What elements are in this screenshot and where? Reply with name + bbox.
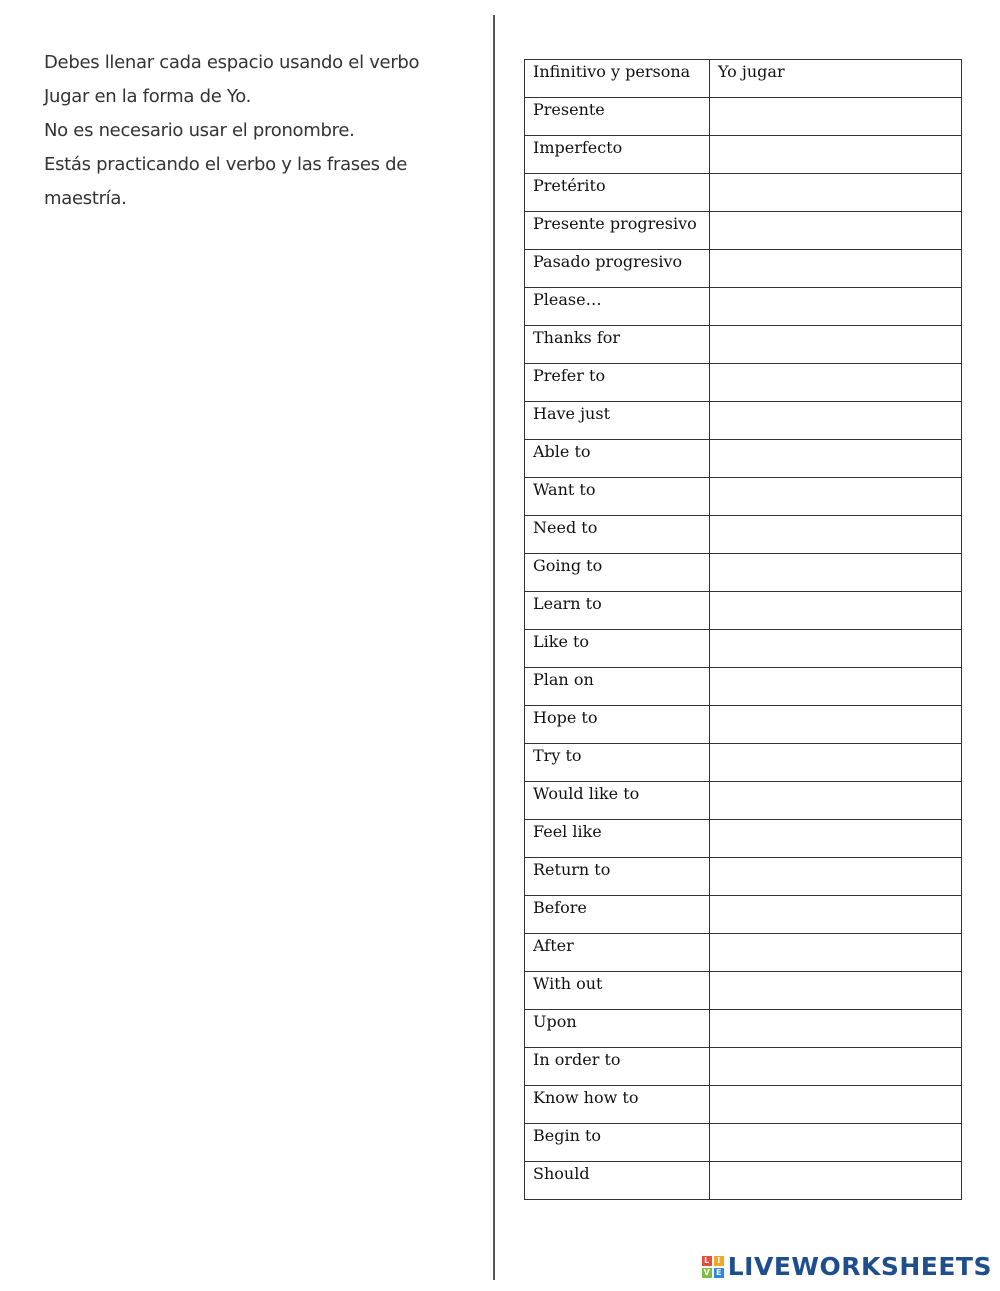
answer-cell[interactable] — [710, 592, 962, 630]
row-label: Please… — [525, 288, 710, 326]
page-divider — [493, 15, 495, 1280]
instruction-line: Jugar en la forma de Yo. — [44, 86, 252, 107]
answer-cell[interactable] — [710, 478, 962, 516]
answer-cell[interactable] — [710, 1048, 962, 1086]
row-label: Like to — [525, 630, 710, 668]
row-label: With out — [525, 972, 710, 1010]
answer-cell[interactable] — [710, 402, 962, 440]
row-label: Able to — [525, 440, 710, 478]
answer-cell[interactable] — [710, 934, 962, 972]
logo-square: L — [702, 1256, 712, 1266]
row-label: Have just — [525, 402, 710, 440]
table-row — [525, 896, 962, 934]
instructions — [44, 46, 424, 216]
answer-cell[interactable] — [710, 744, 962, 782]
answer-cell[interactable] — [710, 706, 962, 744]
answer-cell[interactable] — [710, 440, 962, 478]
row-label: Going to — [525, 554, 710, 592]
table-row — [525, 858, 962, 896]
logo-square: I — [714, 1256, 724, 1266]
table-row — [525, 364, 962, 402]
row-label: Learn to — [525, 592, 710, 630]
answer-cell[interactable] — [710, 326, 962, 364]
answer-cell[interactable] — [710, 98, 962, 136]
instruction-line: No es necesario usar el pronombre. — [44, 120, 355, 141]
table-row — [525, 250, 962, 288]
row-label: Before — [525, 896, 710, 934]
table-row — [525, 744, 962, 782]
row-label: Upon — [525, 1010, 710, 1048]
answer-cell[interactable] — [710, 1124, 962, 1162]
table-row — [525, 592, 962, 630]
row-label: Imperfecto — [525, 136, 710, 174]
row-label: Should — [525, 1162, 710, 1200]
table-row — [525, 174, 962, 212]
answer-cell[interactable] — [710, 212, 962, 250]
brand-text: LIVEWORKSHEETS — [727, 1252, 992, 1281]
answer-cell[interactable] — [710, 364, 962, 402]
row-label: Feel like — [525, 820, 710, 858]
instruction-line: Estás practicando el verbo y las frases de — [44, 154, 408, 175]
row-label: Presente — [525, 98, 710, 136]
answer-cell[interactable] — [710, 858, 962, 896]
row-label: Pretérito — [525, 174, 710, 212]
table-row — [525, 782, 962, 820]
answer-cell[interactable] — [710, 630, 962, 668]
header-infinitive: Infinitivo y persona — [525, 60, 710, 98]
answer-cell[interactable] — [710, 668, 962, 706]
table-row — [525, 668, 962, 706]
table-row — [525, 972, 962, 1010]
instruction-line: Debes llenar cada espacio usando el verbo — [44, 52, 420, 73]
header-yo-jugar: Yo jugar — [710, 60, 962, 98]
answer-cell[interactable] — [710, 896, 962, 934]
row-label: After — [525, 934, 710, 972]
answer-cell[interactable] — [710, 250, 962, 288]
table-row — [525, 98, 962, 136]
logo-square: V — [703, 1267, 710, 1277]
answer-cell[interactable] — [710, 1010, 962, 1048]
row-label: Presente progresivo — [525, 212, 710, 250]
table-row — [525, 1048, 962, 1086]
row-label: In order to — [525, 1048, 710, 1086]
table-row — [525, 402, 962, 440]
answer-cell[interactable] — [710, 972, 962, 1010]
table-row — [525, 478, 962, 516]
instruction-line: maestría. — [44, 188, 127, 209]
answer-cell[interactable] — [710, 1162, 962, 1200]
row-label: Thanks for — [525, 326, 710, 364]
table-row — [525, 820, 962, 858]
table-row — [525, 1086, 962, 1124]
logo-square: E — [714, 1268, 724, 1278]
answer-cell[interactable] — [710, 516, 962, 554]
answer-cell[interactable] — [710, 820, 962, 858]
answer-cell[interactable] — [710, 782, 962, 820]
answer-cell[interactable] — [710, 288, 962, 326]
table-row — [525, 288, 962, 326]
table-header-row — [525, 60, 962, 98]
row-label: Would like to — [525, 782, 710, 820]
row-label: Try to — [525, 744, 710, 782]
table-row — [525, 516, 962, 554]
verb-table — [524, 59, 962, 1200]
table-row — [525, 630, 962, 668]
answer-cell[interactable] — [710, 136, 962, 174]
table-row — [525, 1124, 962, 1162]
table-row — [525, 326, 962, 364]
table-row — [525, 934, 962, 972]
row-label: Need to — [525, 516, 710, 554]
table-row — [525, 440, 962, 478]
answer-cell[interactable] — [710, 1086, 962, 1124]
table-row — [525, 554, 962, 592]
row-label: Want to — [525, 478, 710, 516]
table-row — [525, 212, 962, 250]
table-row — [525, 1162, 962, 1200]
table-row — [525, 706, 962, 744]
row-label: Prefer to — [525, 364, 710, 402]
row-label: Plan on — [525, 668, 710, 706]
table-row — [525, 136, 962, 174]
row-label: Know how to — [525, 1086, 710, 1124]
row-label: Return to — [525, 858, 710, 896]
answer-cell[interactable] — [710, 174, 962, 212]
answer-cell[interactable] — [710, 554, 962, 592]
logo-icon — [702, 1256, 724, 1278]
row-label: Pasado progresivo — [525, 250, 710, 288]
row-label: Begin to — [525, 1124, 710, 1162]
liveworksheets-logo — [702, 1252, 992, 1281]
row-label: Hope to — [525, 706, 710, 744]
table-row — [525, 1010, 962, 1048]
